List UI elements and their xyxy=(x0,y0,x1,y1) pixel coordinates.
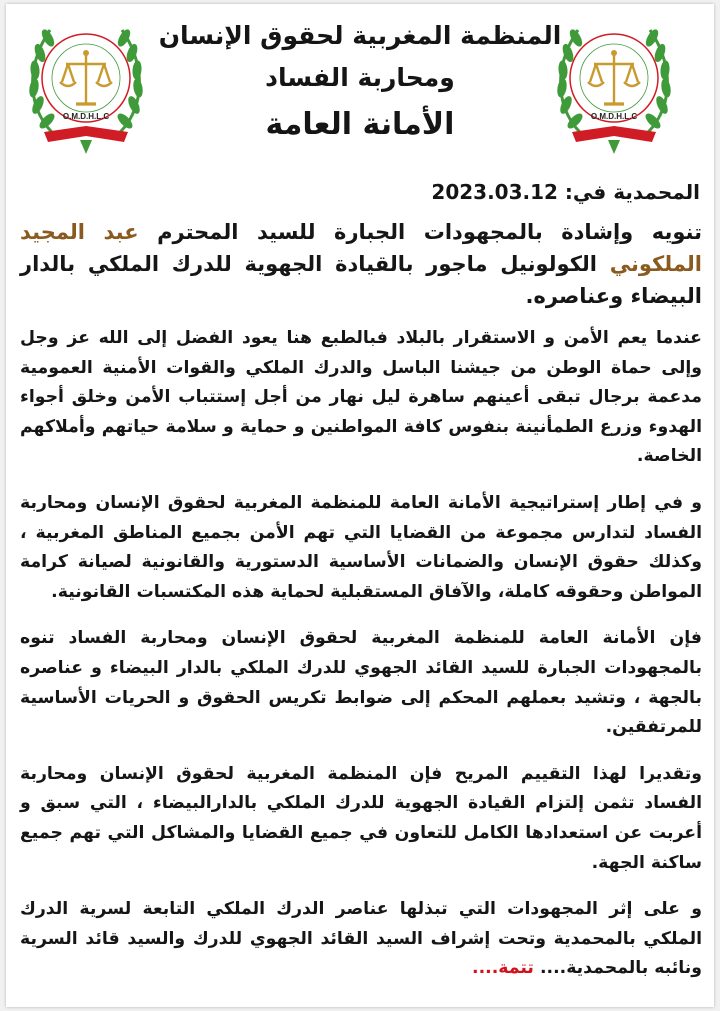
subject-part-1: تنويه وإشادة بالمجهودات الجبارة للسيد المحترم xyxy=(138,220,702,244)
organization-name-line1: المنظمة المغربية لحقوق الإنسان xyxy=(158,21,562,50)
paragraph: عندما يعم الأمن و الاستقرار بالبلاد فبالطبع هنا يعود الفضل إلى الله عز وجل وإلى حماة الوطن من جيشنا الباسل والدرك الملكي والقوات الأمنية العمومية مدعمة برجال تبقى أعينهم ساهرة ليل نهار من أجل إستتباب الأمن وخلق أجواء الهدوء وزرع الطمأنينة بنفوس كافة المواطنين و حماية و سلامة حياتهم وأملاكهم الخاصة. xyxy=(20,328,702,467)
document-page xyxy=(6,4,714,1007)
date-label: المحمدية في: xyxy=(564,180,700,204)
last-paragraph-text: و على إثر المجهودات التي تبذلها عناصر الدرك الملكي التابعة لسرية الدرك الملكي بالمحمدية وتحت إشراف السيد القائد الجهوي للدرك والسيد قائد السرية ونائبه بالمحمدية.... xyxy=(20,899,702,979)
letter-subject xyxy=(20,216,702,312)
subject-part-2: الكولونيل ماجور بالقيادة الجهوية للدرك الملكي بالدار البيضاء وعناصره. xyxy=(20,252,702,308)
paragraph: و في إطار إستراتيجية الأمانة العامة للمنظمة المغربية لحقوق الإنسان ومحاربة الفساد لتدارس مجموعة من القضايا التي تهم الأمن بجميع المناطق المغربية ، وكذلك حقوق الإنسان والضمانات الأساسية الدستورية والقانونية لصيانة كرامة المواطن وحقوقه كاملة، والآفاق المستقبلية لحماية هذه المكتسبات القانونية. xyxy=(20,492,702,602)
paragraph: فإن الأمانة العامة للمنظمة المغربية لحقوق الإنسان ومحاربة الفساد تنوه بالمجهودات الجبارة للسيد القائد الجهوي للدرك الملكي بالدار البيضاء و عناصره بالجهة ، وتشيد بعملهم المحكم إلى ضوابط تكريس الحقوق و الحريات الأساسية للمرتفقين. xyxy=(20,628,702,738)
logo-acronym-left: O.M.D.H.L.C xyxy=(62,112,110,121)
last-paragraph xyxy=(20,895,702,984)
logo-acronym-right: O.M.D.H.L.C xyxy=(590,112,638,121)
paragraph: وتقديرا لهذا التقييم المريح فإن المنظمة المغربية لحقوق الإنسان ومحاربة الفساد تثمن إلتزام القيادة الجهوية للدرك الملكي بالدارالبيضاء ، التي سبق و أعربت عن استعدادها الكامل للتعاون في جميع القضايا والمشاكل التي تهم جميع ساكنة الجهة. xyxy=(20,763,702,873)
date-value: 2023.03.12 xyxy=(431,180,558,204)
organization-logo-right xyxy=(548,8,680,158)
organization-name-line2: ومحاربة الفساد xyxy=(265,63,455,92)
letter-body xyxy=(20,216,702,1001)
secretariat-title: الأمانة العامة xyxy=(265,107,455,142)
continued-marker: تتمة.... xyxy=(472,958,540,979)
letterhead xyxy=(156,10,564,146)
date-line xyxy=(431,180,700,204)
organization-logo-left xyxy=(20,8,152,158)
honoree-name: عبد المجيد الملكوني xyxy=(20,220,702,276)
